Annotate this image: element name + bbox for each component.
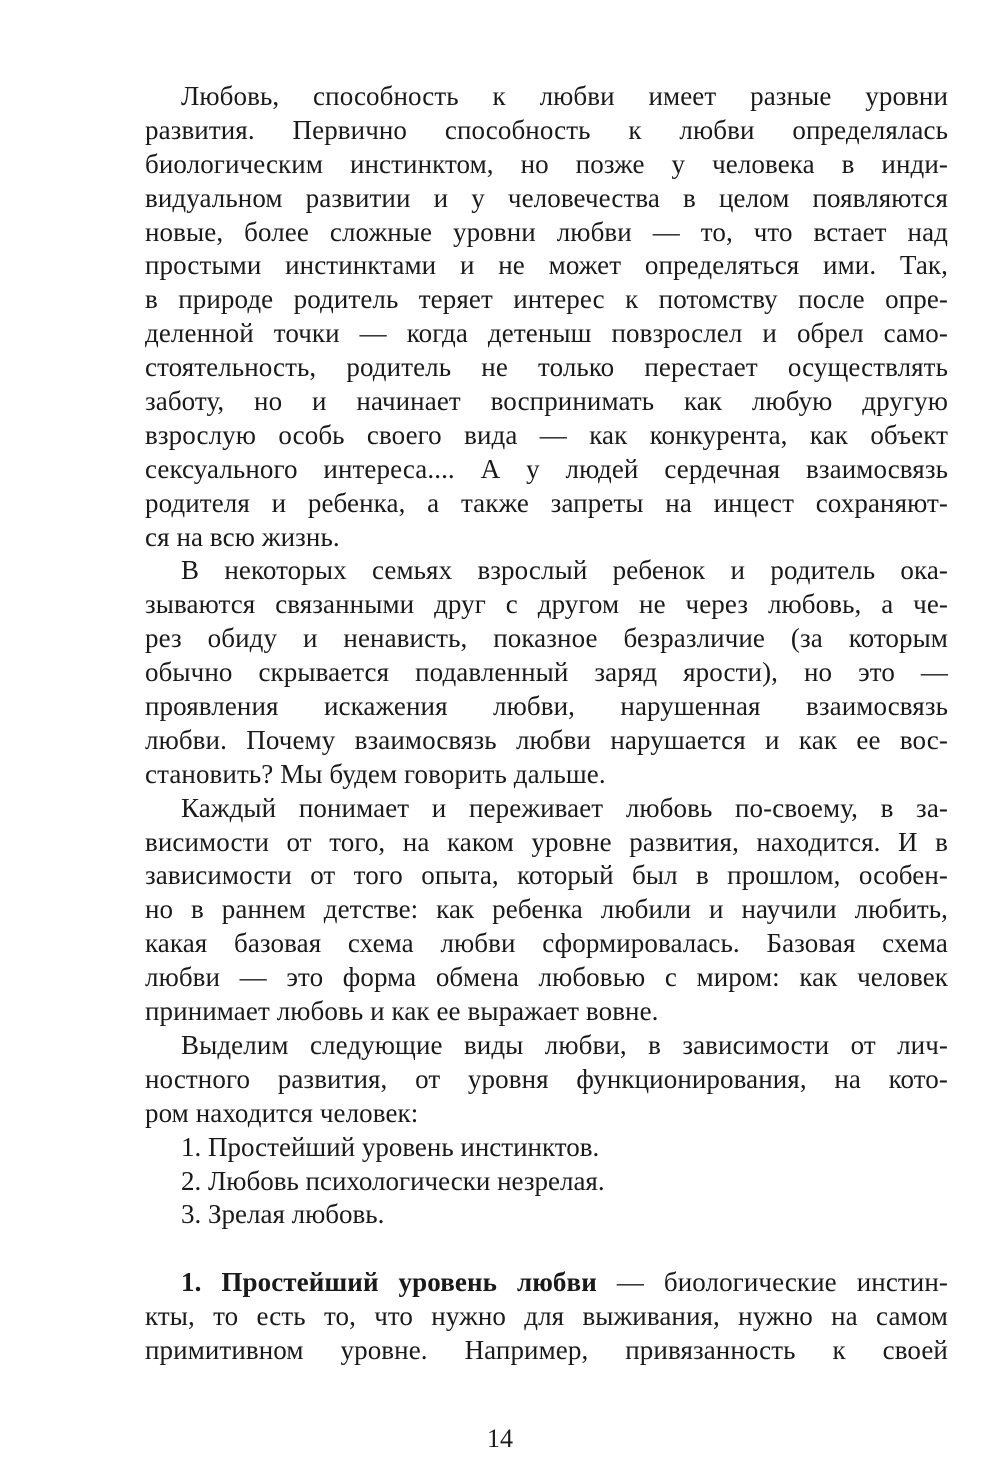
list-item: 1. Простейший уровень инстинктов. (181, 1131, 600, 1162)
text-line: обычно скрывается подавленный заряд ярости), но это — (145, 657, 948, 688)
text-line: в природе родитель теряет интерес к потомству после опре- (145, 284, 948, 315)
section-heading: 1. Простейший уровень любви (181, 1267, 597, 1298)
text-line: родителя и ребенка, а также запреты на инцест сохраняют- (145, 487, 948, 518)
paragraph-4 (145, 1029, 948, 1131)
text-line: но в раннем детстве: как ребенка любили и научили любить, (145, 894, 948, 925)
text-line: зависимости от того опыта, который был в прошлом, особен- (145, 860, 948, 891)
blank-line (145, 1232, 948, 1266)
text-line: примитивном уровне. Например, привязанность к своей (145, 1335, 948, 1366)
section-first-line-rest: — биологические инстин- (596, 1267, 948, 1298)
text-line: биологическим инстинктом, но позже у человека в инди- (145, 148, 948, 179)
text-line: Каждый понимает и переживает любовь по-своему, в за- (181, 792, 948, 823)
text-line: какая базовая схема любви сформировалась. Базовая схема (145, 928, 948, 959)
text-line: Выделим следующие виды любви, в зависимости от лич- (181, 1029, 948, 1060)
list-item: 2. Любовь психологически незрелая. (181, 1165, 605, 1196)
text-line: ся на всю жизнь. (145, 521, 340, 552)
levels-list (145, 1131, 948, 1233)
section-1 (145, 1266, 948, 1368)
book-page-body (145, 80, 948, 1368)
text-line: кты, то есть то, что нужно для выживания, нужно на самом (145, 1301, 948, 1332)
paragraph-1 (145, 80, 948, 554)
section-first-line (145, 1266, 948, 1300)
text-line: зываются связанными друг с другом не через любовь, а че- (145, 589, 948, 620)
paragraph-2 (145, 554, 948, 791)
text-line: любви. Почему взаимосвязь любви нарушается и как ее вос- (145, 724, 948, 755)
text-line: взрослую особь своего вида — как конкурента, как объект (145, 419, 948, 450)
text-line: ностного развития, от уровня функционирования, на кото- (145, 1063, 948, 1094)
text-line: сексуального интереса.... А у людей сердечная взаимосвязь (145, 453, 948, 484)
text-line: висимости от того, на каком уровне развития, находится. И в (145, 826, 948, 857)
list-item: 3. Зрелая любовь. (181, 1199, 385, 1230)
text-line: видуальном развитии и у человечества в целом появляются (145, 182, 948, 213)
text-line: принимает любовь и как ее выражает вовне. (145, 996, 659, 1027)
text-line: заботу, но и начинает воспринимать как любую другую (145, 386, 948, 417)
text-line: рез обиду и ненависть, показное безразличие (за которым (145, 623, 948, 654)
text-line: В некоторых семьях взрослый ребенок и родитель ока- (181, 555, 948, 586)
page-number: 14 (487, 1424, 513, 1453)
text-line: проявления искажения любви, нарушенная взаимосвязь (145, 691, 948, 722)
paragraph-3 (145, 792, 948, 1029)
text-line: становить? Мы будем говорить дальше. (145, 758, 606, 789)
text-line: любви — это форма обмена любовью с миром: как человек (145, 962, 948, 993)
text-line: ром находится человек: (145, 1097, 419, 1128)
text-line: развития. Первично способность к любви определялась (145, 114, 948, 145)
text-line: новые, более сложные уровни любви — то, что встает над (145, 216, 948, 247)
text-line: деленной точки — когда детеныш повзрослел и обрел само- (145, 318, 948, 349)
text-line: Любовь, способность к любви имеет разные уровни (181, 81, 948, 111)
text-line: стоятельность, родитель не только перестает осуществлять (145, 352, 948, 383)
text-line: простыми инстинктами и не может определяться ими. Так, (145, 250, 948, 281)
